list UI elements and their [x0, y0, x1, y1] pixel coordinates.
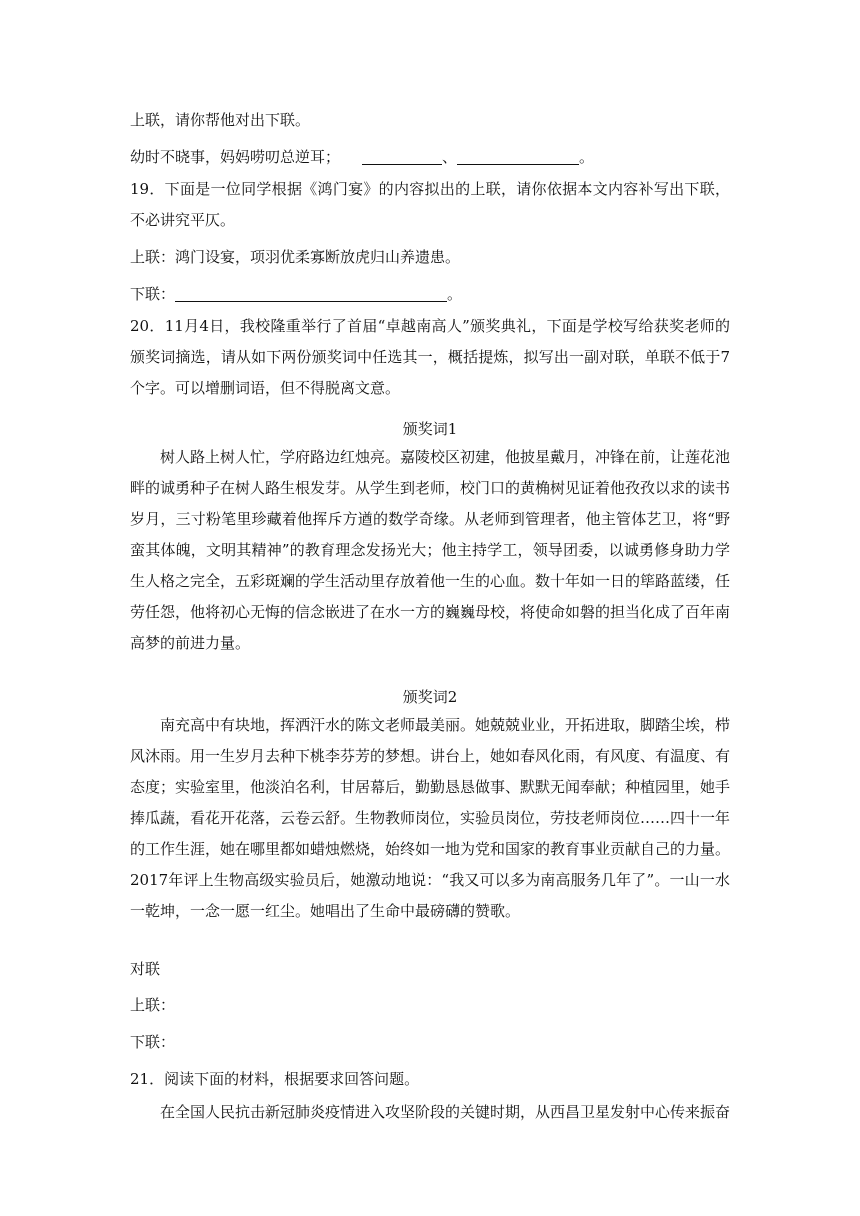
q18-upper-couplet: 幼时不晓事，妈妈唠叨总逆耳； [130, 148, 341, 166]
q21-stem: 21．阅读下面的材料，根据要求回答问题。 [130, 1070, 420, 1088]
couplet-label: 对联 [130, 960, 161, 978]
q19-lower-line [130, 283, 462, 305]
award1-text: 树人路上树人忙，学府路边红烛亮。嘉陵校区初建，他披星戴月，冲锋在前，让莲花池畔的诚勇种子在树人路生根发芽。从学生到老师，校门口的黄桷树见证着他孜孜以求的读书岁月，三寸粉笔里珍藏着他挥斥方遒的数学奇缘。从老师到管理者，他主管体艺卫，将“野蛮其体魄，文明其精神”的教育理念发扬光大；他主持学工，领导团委，以诚勇修身助力学生人格之完全，五彩斑斓的学生活动里存放着他一生的心血。数十年如一日的筚路蓝缕，任劳任怨，他将初心无悔的信念嵌进了在水一方的巍巍母校，将使命如磐的担当化成了百年南高梦的前进力量。 [130, 448, 731, 652]
q18-answer-blank-1[interactable] [362, 148, 442, 165]
q20-lower-label: 下联： [130, 1033, 176, 1051]
q18-answer-blank-2[interactable] [457, 148, 579, 165]
q19-end-mark: 。 [447, 285, 463, 303]
q20-upper-label: 上联： [130, 996, 176, 1014]
award2-text: 南充高中有块地，挥洒汗水的陈文老师最美丽。她兢兢业业，开拓进取，脚踏尘埃，栉风沐雨。用一生岁月去种下桃李芬芳的梦想。讲台上，她如春风化雨，有风度、有温度、有态度；实验室里，他淡泊名利，甘居幕后，勤勤恳恳做事、默默无闻奉献；种植园里，她手捧瓜蔬，看花开花落，云卷云舒。生物教师岗位，实验员岗位，劳技老师岗位……四十一年的工作生涯，她在哪里都如蜡烛燃烧，始终如一地为党和国家的教育事业贡献自己的力量。2017年评上生物高级实验员后，她激动地说：“我又可以多为南高服务几年了”。一山一水一乾坤，一念一愿一红尘。她唱出了生命中最磅礴的赞歌。 [130, 716, 731, 920]
award2-title: 颁奖词2 [402, 688, 458, 706]
q18-separator: 、 [442, 148, 458, 166]
q20-stem: 20．11月4日，我校隆重举行了首届“卓越南高人”颁奖典礼，下面是学校写给获奖老师的颁奖词摘选，请从如下两份颁奖词中任选其一，概括提炼，拟写出一副对联，单联不低于7个字。可以增删词语，但不得脱离文意。 [130, 317, 730, 397]
q19-stem: 19．下面是一位同学根据《鸿门宴》的内容拟出的上联，请你依据本文内容补写出下联，不必讲究平仄。 [130, 180, 730, 229]
q18-end-mark: 。 [579, 148, 595, 166]
q18-line1: 上联，请你帮他对出下联。 [130, 111, 311, 129]
q19-answer-blank[interactable] [175, 285, 447, 302]
q18-line2 [130, 146, 594, 168]
award1-title: 颁奖词1 [402, 420, 458, 438]
q19-upper: 上联：鸿门设宴，项羽优柔寡断放虎归山养遗患。 [130, 248, 461, 266]
q19-lower-label: 下联： [130, 285, 176, 303]
q21-text: 在全国人民抗击新冠肺炎疫情进入攻坚阶段的关键时期，从西昌卫星发射中心传来振奋 [160, 1103, 731, 1121]
